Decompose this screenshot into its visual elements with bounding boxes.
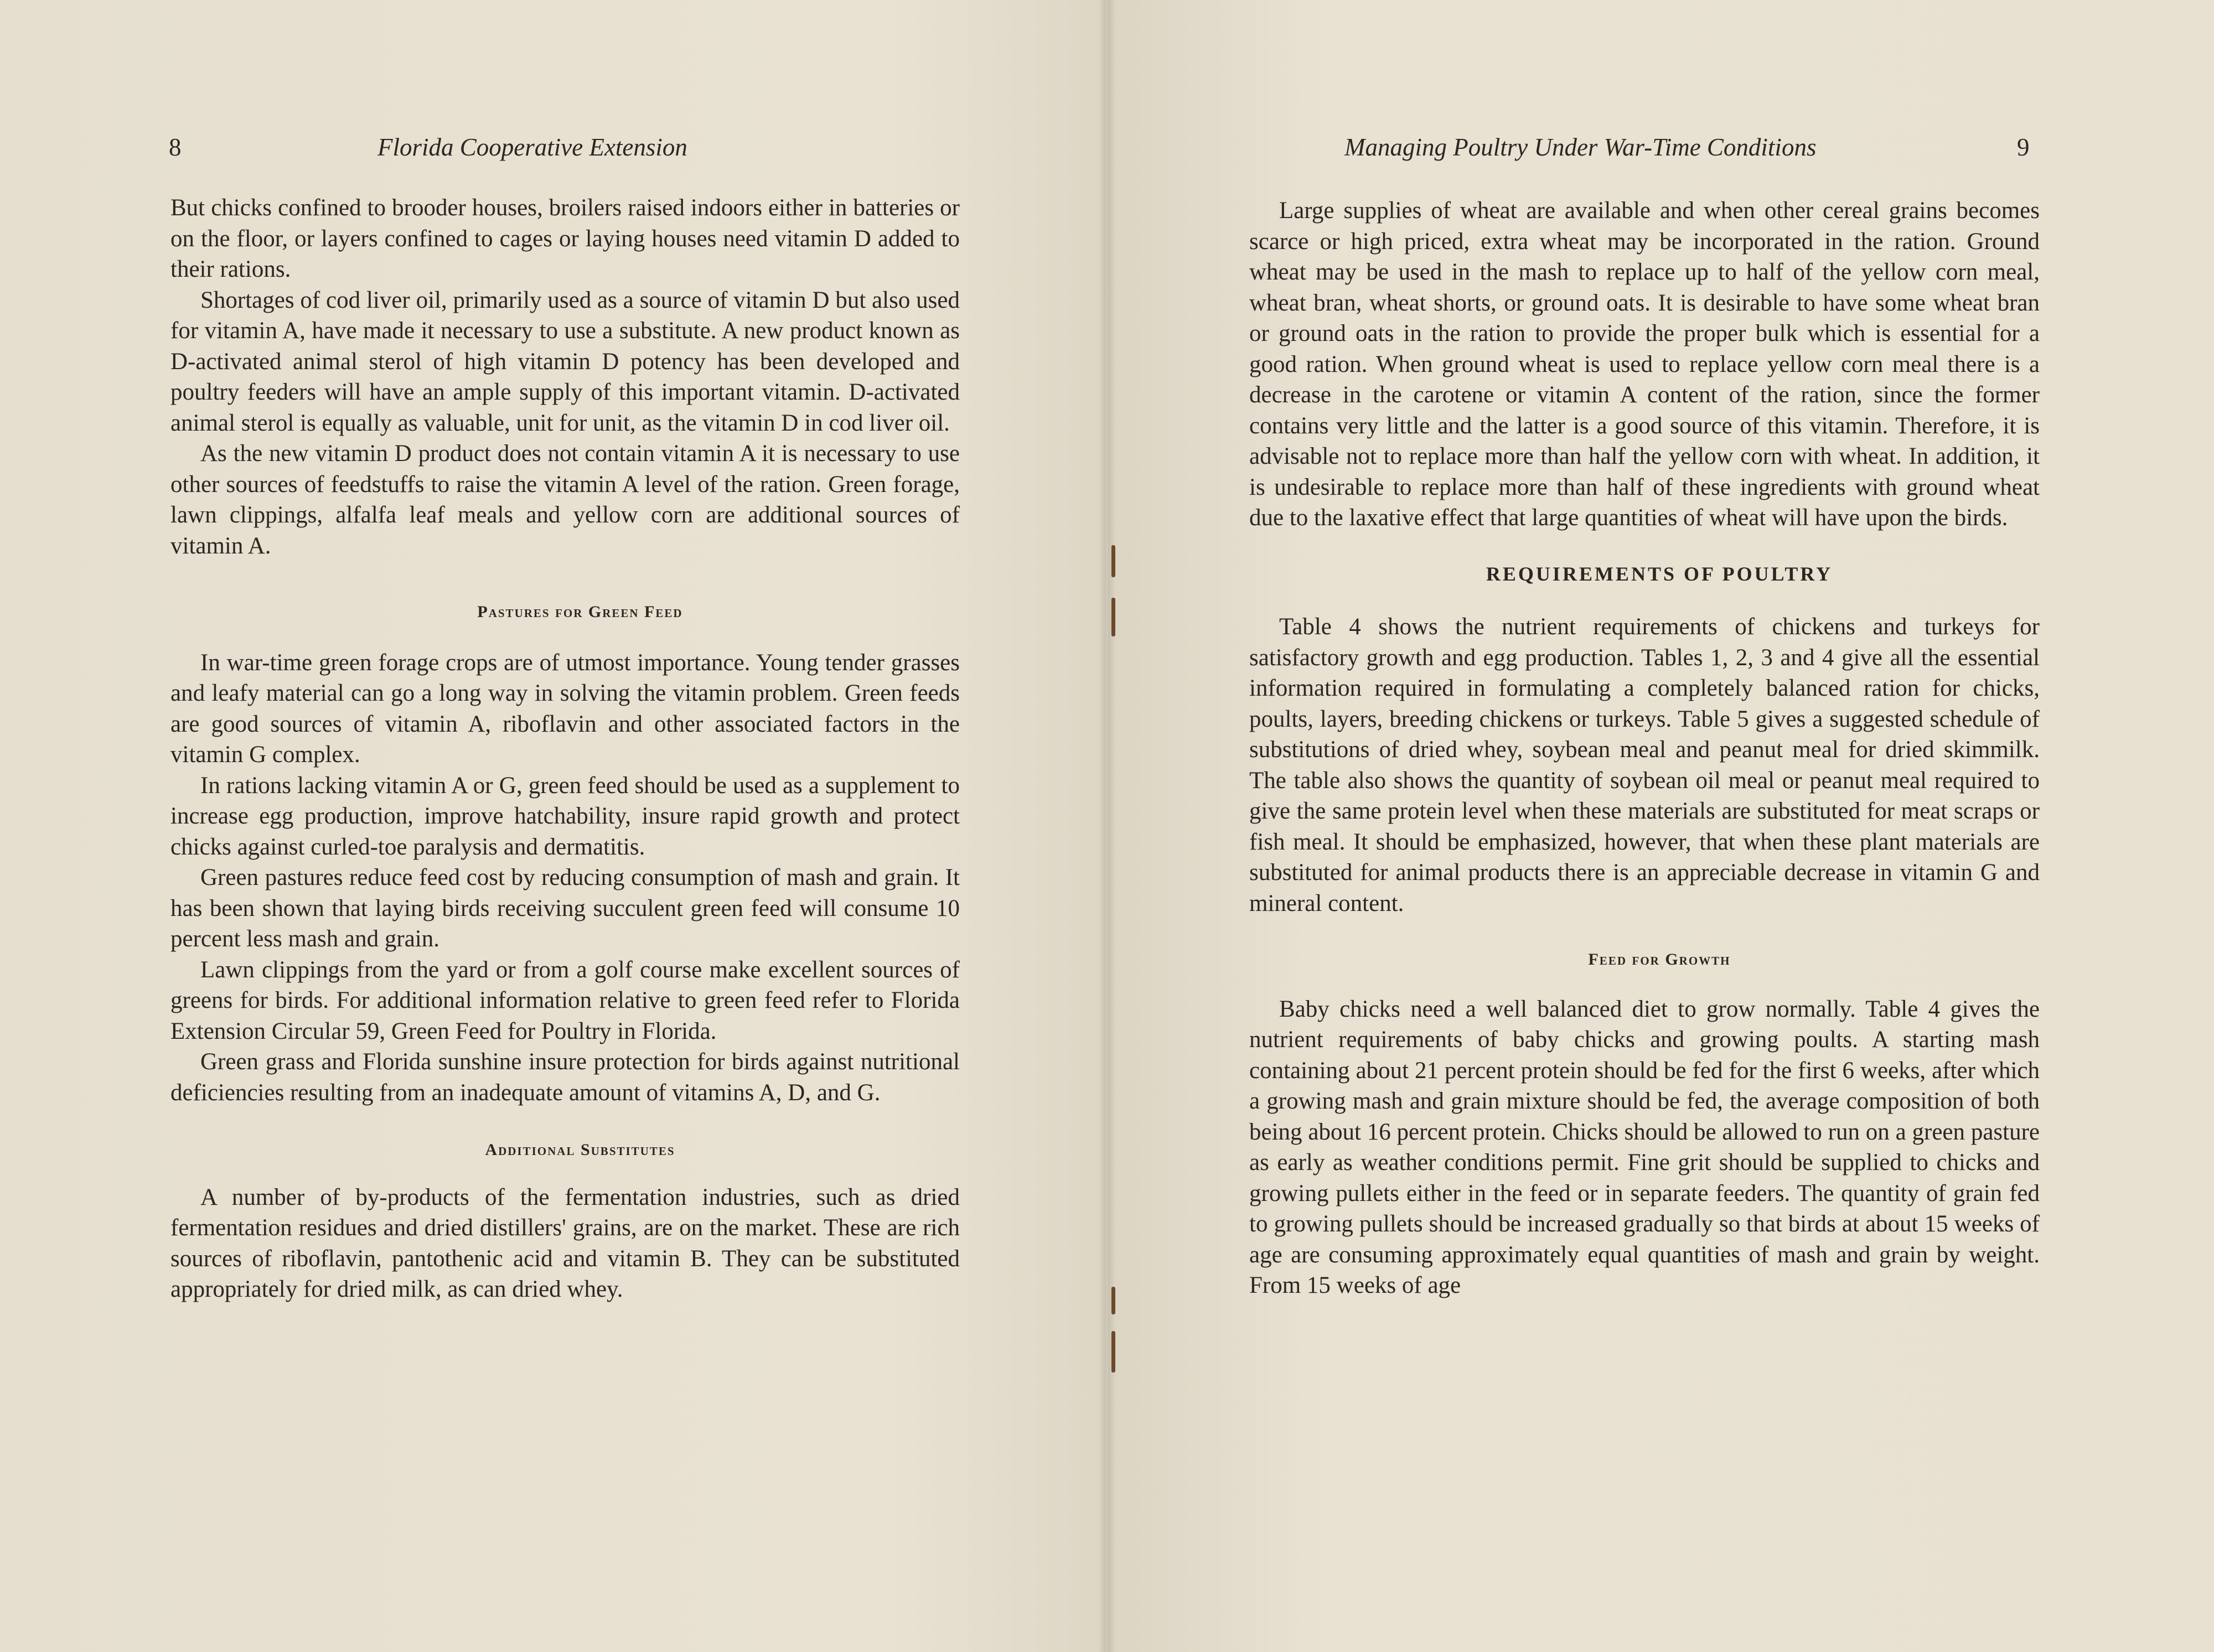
right-running-head-text: Managing Poultry Under War-Time Conditions (1344, 133, 1817, 161)
book-gutter (1099, 0, 1115, 1652)
section-heading-pastures: Pastures for Green Feed (477, 603, 683, 621)
staple-bottom-lower (1111, 1331, 1115, 1373)
staple-top-lower (1111, 598, 1115, 636)
paragraph: Large supplies of wheat are available and when other cereal grains becomes scarce or high priced, extra wheat may be incorporated in the ration. Ground wheat may be used in the mash to replace up to half of the yellow corn meal, wheat bran, wheat shorts, or ground oats. It is desirable to have some wheat bran or ground oats in the ration to provide the proper bulk which is essential for a good ration. When ground wheat is used to replace yellow corn meal there is a decrease in the carotene or vitamin A content of the ration, since the former contains very little and the latter is a good source of this vitamin. Therefore, it is advisable not to replace more than half the yellow corn with wheat. In addition, it is undesirable to replace more than half of these ingredients with ground wheat due to the laxative effect that large quantities of wheat will have upon the birds. (1249, 198, 2040, 531)
staple-top (1111, 545, 1115, 577)
right-running-head (1344, 132, 1816, 163)
left-running-head-text: Florida Cooperative Extension (377, 133, 687, 161)
section-heading-requirements: REQUIREMENTS OF POULTRY (1486, 562, 1833, 585)
paragraph: In rations lacking vitamin A or G, green feed should be used as a supplement to increase egg production, improve hatchability, insure rapid growth and protect chicks against curled-toe paralysis and dermatitis. (170, 772, 960, 860)
right-page-number: 9 (2017, 133, 2030, 161)
left-body (170, 193, 960, 1305)
paragraph: But chicks confined to brooder houses, broilers raised indoors either in batteries or on the floor, or layers confined to cages or laying houses need vitamin D added to their rations. (170, 195, 960, 282)
section-heading-feed: Feed for Growth (1588, 950, 1731, 969)
right-body (1249, 195, 2040, 1301)
paragraph: As the new vitamin D product does not contain vitamin A it is necessary to use other sources of feedstuffs to raise the vitamin A level of the ration. Green forage, lawn clippings, alfalfa leaf meals and yellow corn are additional sources of vitamin A. (170, 441, 960, 559)
paragraph: Baby chicks need a well balanced diet to grow normally. Table 4 gives the nutrient requirements of baby chicks and growing poults. A starting mash containing about 21 percent protein should be fed for the first 6 weeks, after which a growing mash and grain mixture should be fed, the average composition of both being about 16 percent protein. Chicks should be allowed to run on a green pasture as early as weather conditions permit. Fine grit should be supplied to chicks and growing pullets either in the feed or in separate feeders. The quantity of grain fed to growing pullets should be increased gradually so that birds at about 15 weeks of age are consuming approximately equal quantities of mash and grain by weight. From 15 weeks of age (1249, 996, 2040, 1298)
paragraph: In war-time green forage crops are of utmost importance. Young tender grasses and leafy material can go a long way in solving the vitamin problem. Green feeds are good sources of vitamin A, riboflavin and other associated factors in the vitamin G complex. (170, 649, 960, 768)
paragraph: Table 4 shows the nutrient requirements of chickens and turkeys for satisfactory growth and egg production. Tables 1, 2, 3 and 4 give all the essential information required in formulating a completely balanced ration for chicks, poults, layers, breeding chickens or turkeys. Table 5 gives a suggested schedule of substitutions of dried whey, soybean meal and peanut meal for dried skimmilk. The table also shows the quantity of soybean oil meal or peanut meal required to give the same protein level when these materials are substituted for meat scraps or fish meal. It should be emphasized, however, that when these plant materials are substituted for animal products there is an appreciable decrease in vitamin G and mineral content. (1249, 614, 2040, 916)
paragraph: A number of by-products of the fermentation industries, such as dried fermentation residues and dried distillers' grains, are on the market. These are rich sources of riboflavin, pantothenic acid and vitamin B. They can be substituted appropriately for dried milk, as can dried whey. (170, 1184, 960, 1302)
paragraph: Green pastures reduce feed cost by reducing consumption of mash and grain. It has been shown that laying birds receiving succulent green feed will consume 10 percent less mash and grain. (170, 864, 960, 952)
left-page (0, 0, 1106, 1652)
staple-bottom (1111, 1287, 1115, 1314)
paragraph: Lawn clippings from the yard or from a golf course make excellent sources of greens for birds. For additional information relative to green feed refer to Florida Extension Circular 59, Green Feed for Poultry in Florida. (170, 956, 960, 1044)
right-page (1108, 0, 2214, 1652)
left-page-number: 8 (169, 133, 182, 161)
section-heading-additional: Additional Substitutes (485, 1141, 675, 1159)
paragraph: Green grass and Florida sunshine insure protection for birds against nutritional deficiencies resulting from an inadequate amount of vitamins A, D, and G. (170, 1049, 960, 1106)
left-running-head (377, 132, 687, 163)
paragraph: Shortages of cod liver oil, primarily used as a source of vitamin D but also used for vitamin A, have made it necessary to use a substitute. A new product known as D-activated animal sterol of high vitamin D potency has been developed and poultry feeders will have an ample supply of this important vitamin. D-activated animal sterol is equally as valuable, unit for unit, as the vitamin D in cod liver oil. (170, 287, 960, 436)
